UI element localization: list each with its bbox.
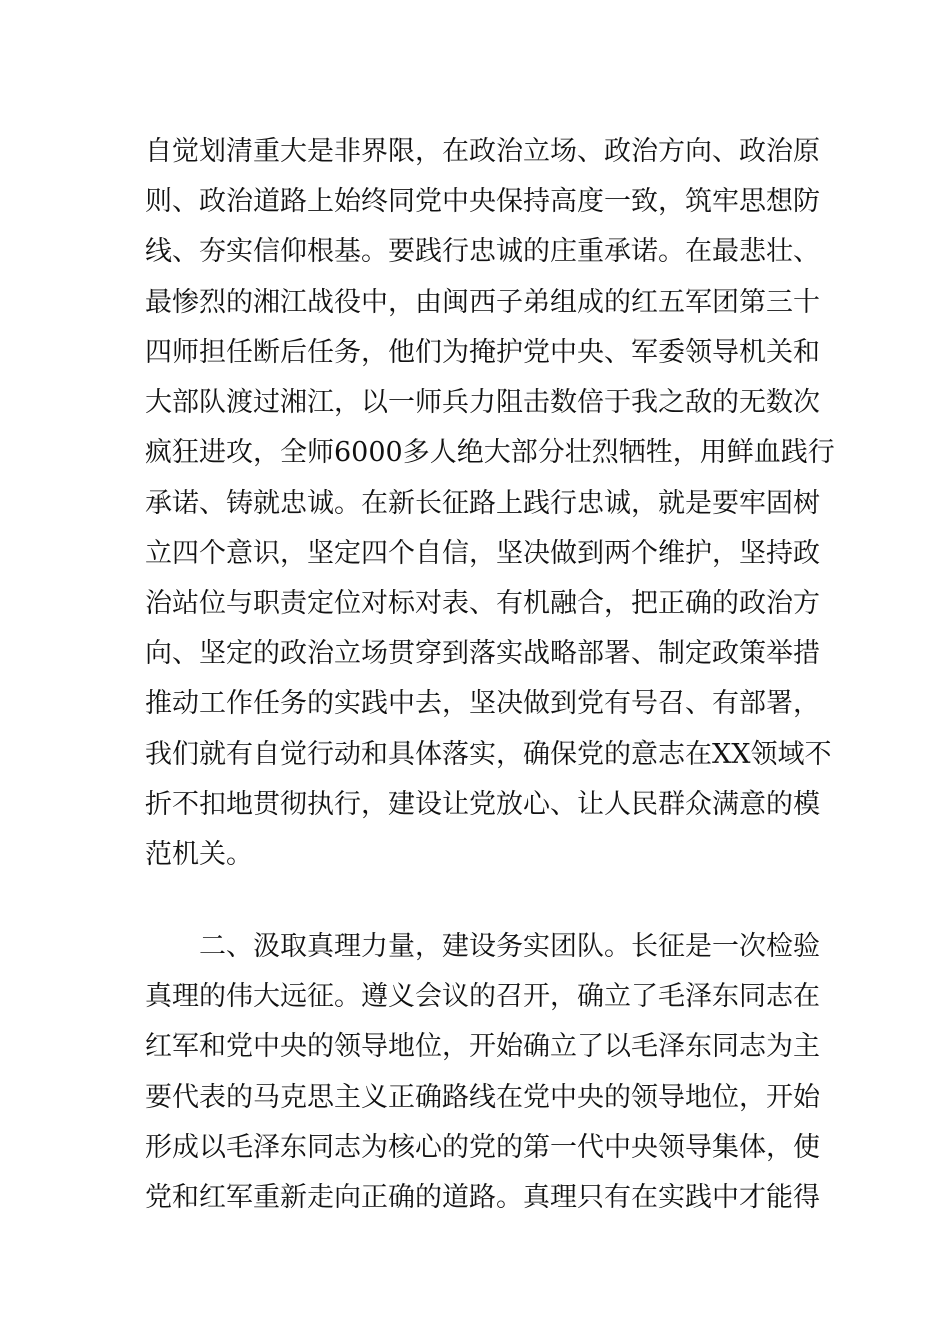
- text-line: 承诺、铸就忠诚。在新长征路上践行忠诚，就是要牢固树: [145, 488, 820, 519]
- text-line: 自觉划清重大是非界限，在政治立场、政治方向、政治原: [145, 136, 820, 167]
- text-line: 立四个意识，坚定四个自信，坚决做到两个维护，坚持政: [145, 538, 820, 569]
- text-line: 折不扣地贯彻执行，建设让党放心、让人民群众满意的模: [145, 789, 820, 820]
- text-line: 要代表的马克思主义正确路线在党中央的领导地位，开始: [145, 1082, 820, 1113]
- text-line: 二、汲取真理力量，建设务实团队。长征是一次检验: [199, 931, 820, 962]
- text-line: 形成以毛泽东同志为核心的党的第一代中央领导集体，使: [145, 1132, 820, 1163]
- text-line: 大部队渡过湘江，以一师兵力阻击数倍于我之敌的无数次: [145, 387, 820, 418]
- text-line: 推动工作任务的实践中去，坚决做到党有号召、有部署，: [145, 688, 820, 719]
- text-line: 疯狂进攻，全师6000多人绝大部分壮烈牺牲，用鲜血践行: [145, 437, 835, 468]
- text-line: 治站位与职责定位对标对表、有机融合，把正确的政治方: [145, 588, 820, 619]
- text-line: 则、政治道路上始终同党中央保持高度一致，筑牢思想防: [145, 186, 820, 217]
- text-line: 向、坚定的政治立场贯穿到落实战略部署、制定政策举措: [145, 638, 820, 669]
- text-line: 真理的伟大远征。遵义会议的召开，确立了毛泽东同志在: [145, 981, 820, 1012]
- text-line: 红军和党中央的领导地位，开始确立了以毛泽东同志为主: [145, 1031, 820, 1062]
- text-line: 范机关。: [145, 839, 253, 870]
- text-line: 最惨烈的湘江战役中，由闽西子弟组成的红五军团第三十: [145, 287, 820, 318]
- text-line: 线、夯实信仰根基。要践行忠诚的庄重承诺。在最悲壮、: [145, 236, 820, 267]
- text-line: 党和红军重新走向正确的道路。真理只有在实践中才能得: [145, 1182, 820, 1213]
- text-line: 四师担任断后任务，他们为掩护党中央、军委领导机关和: [145, 337, 820, 368]
- text-line: 我们就有自觉行动和具体落实，确保党的意志在XX领域不: [145, 739, 832, 770]
